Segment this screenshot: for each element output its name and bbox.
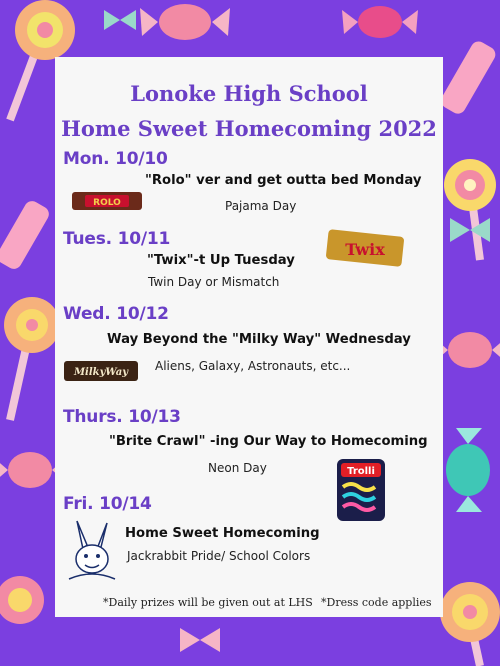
bow-icon <box>180 628 220 652</box>
lollipop-icon <box>0 576 44 624</box>
desc-monday: Pajama Day <box>225 199 297 213</box>
footnote-prizes: *Daily prizes will be given out at LHS <box>103 596 313 609</box>
wrapped-candy-icon <box>342 6 418 38</box>
wrapped-candy-icon <box>140 4 230 40</box>
desc-wednesday: Aliens, Galaxy, Astronauts, etc... <box>155 359 351 373</box>
twix-candy-icon <box>325 227 405 269</box>
lollipop-icon <box>440 582 500 666</box>
svg-text:MilkyWay: MilkyWay <box>73 367 129 378</box>
day-heading-tuesday: Tues. 10/11 <box>63 229 171 249</box>
desc-friday: Jackrabbit Pride/ School Colors <box>127 549 311 563</box>
rolo-candy-icon <box>71 189 143 213</box>
schedule-card <box>55 57 443 617</box>
lollipop-icon <box>444 159 496 260</box>
footnote-dress-code: *Dress code applies <box>321 596 432 609</box>
theme-monday: "Rolo" ver and get outta bed Monday <box>145 173 422 188</box>
candy-stick-icon <box>438 39 498 117</box>
svg-text:Twix: Twix <box>345 240 385 259</box>
desc-tuesday: Twin Day or Mismatch <box>148 275 280 289</box>
desc-thursday: Neon Day <box>208 461 267 475</box>
svg-text:ROLO: ROLO <box>93 198 121 208</box>
bow-icon <box>104 10 136 30</box>
day-heading-thursday: Thurs. 10/13 <box>63 407 181 427</box>
school-title: Lonoke High School <box>130 81 368 106</box>
day-heading-friday: Fri. 10/14 <box>63 494 152 514</box>
bow-icon <box>450 218 490 242</box>
day-heading-wednesday: Wed. 10/12 <box>63 304 169 324</box>
jackrabbit-mascot-icon <box>63 519 121 583</box>
trolli-candy-icon <box>335 457 387 523</box>
day-heading-monday: Mon. 10/10 <box>63 149 168 169</box>
event-title: Home Sweet Homecoming 2022 <box>61 116 437 141</box>
theme-thursday: "Brite Crawl" -ing Our Way to Homecoming <box>109 434 428 449</box>
theme-wednesday: Way Beyond the "Milky Way" Wednesday <box>107 332 411 347</box>
milky-way-candy-icon <box>63 359 139 383</box>
wrapped-candy-icon <box>446 428 490 512</box>
theme-friday: Home Sweet Homecoming <box>125 526 320 541</box>
svg-text:Trolli: Trolli <box>347 466 375 477</box>
wrapped-candy-icon <box>434 332 500 368</box>
theme-tuesday: "Twix"-t Up Tuesday <box>147 253 295 268</box>
candy-stick-icon <box>0 198 52 272</box>
lollipop-icon <box>4 297 60 420</box>
